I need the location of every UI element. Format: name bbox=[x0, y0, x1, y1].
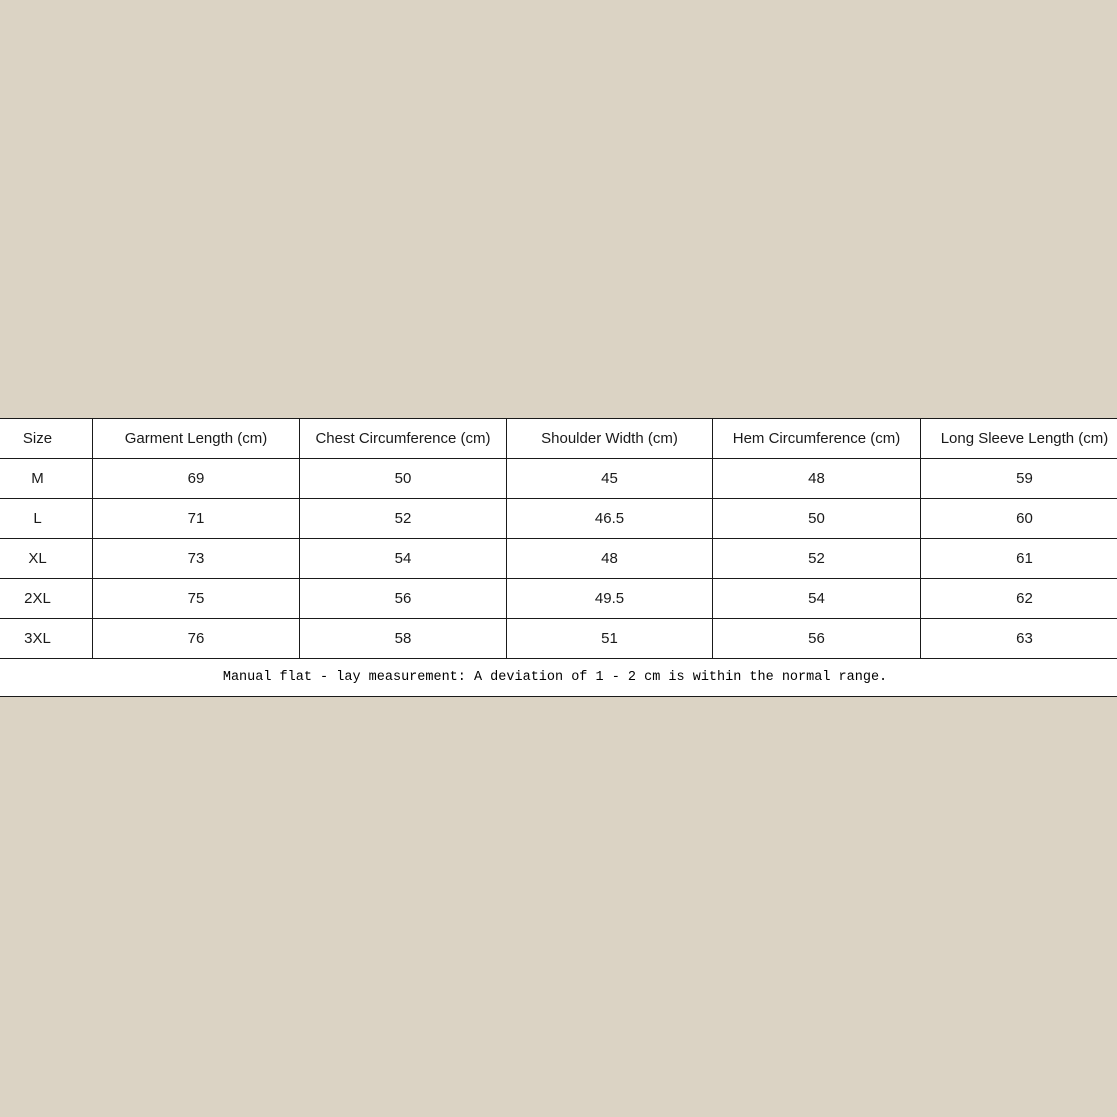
table-cell: 56 bbox=[300, 579, 507, 619]
table-row-xl bbox=[0, 539, 1117, 579]
table-cell: 54 bbox=[713, 579, 921, 619]
table-cell: 58 bbox=[300, 619, 507, 659]
header-row bbox=[0, 419, 1117, 459]
table-cell: 69 bbox=[93, 459, 300, 499]
table-cell: 54 bbox=[300, 539, 507, 579]
table-cell: 63 bbox=[921, 619, 1117, 659]
table-body bbox=[0, 459, 1117, 659]
table-cell: 50 bbox=[300, 459, 507, 499]
table-cell: 49.5 bbox=[507, 579, 713, 619]
table-row-3xl bbox=[0, 619, 1117, 659]
table-cell: 48 bbox=[507, 539, 713, 579]
table-cell: 60 bbox=[921, 499, 1117, 539]
table-cell: 52 bbox=[300, 499, 507, 539]
table-cell: 59 bbox=[921, 459, 1117, 499]
column-header-size: Size bbox=[0, 419, 93, 459]
table-cell: 50 bbox=[713, 499, 921, 539]
size-cell: 3XL bbox=[0, 619, 93, 659]
table-cell: 73 bbox=[93, 539, 300, 579]
column-header-shoulder-width: Shoulder Width (cm) bbox=[507, 419, 713, 459]
table-cell: 45 bbox=[507, 459, 713, 499]
table-cell: 51 bbox=[507, 619, 713, 659]
size-cell: 2XL bbox=[0, 579, 93, 619]
table-cell: 62 bbox=[921, 579, 1117, 619]
size-chart-table bbox=[0, 418, 1117, 659]
table-cell: 48 bbox=[713, 459, 921, 499]
size-chart-container bbox=[0, 418, 1117, 697]
column-header-long-sleeve-length: Long Sleeve Length (cm) bbox=[921, 419, 1117, 459]
table-row-l bbox=[0, 499, 1117, 539]
column-header-hem-circumference: Hem Circumference (cm) bbox=[713, 419, 921, 459]
table-cell: 52 bbox=[713, 539, 921, 579]
table-cell: 61 bbox=[921, 539, 1117, 579]
table-cell: 76 bbox=[93, 619, 300, 659]
size-cell: L bbox=[0, 499, 93, 539]
table-row-m bbox=[0, 459, 1117, 499]
table-cell: 75 bbox=[93, 579, 300, 619]
column-header-chest-circumference: Chest Circumference (cm) bbox=[300, 419, 507, 459]
column-header-garment-length: Garment Length (cm) bbox=[93, 419, 300, 459]
size-cell: XL bbox=[0, 539, 93, 579]
measurement-note: Manual flat - lay measurement: A deviation of 1 - 2 cm is within the normal range. bbox=[0, 659, 1117, 697]
table-cell: 71 bbox=[93, 499, 300, 539]
table-header bbox=[0, 419, 1117, 459]
size-cell: M bbox=[0, 459, 93, 499]
table-cell: 46.5 bbox=[507, 499, 713, 539]
table-cell: 56 bbox=[713, 619, 921, 659]
table-row-2xl bbox=[0, 579, 1117, 619]
